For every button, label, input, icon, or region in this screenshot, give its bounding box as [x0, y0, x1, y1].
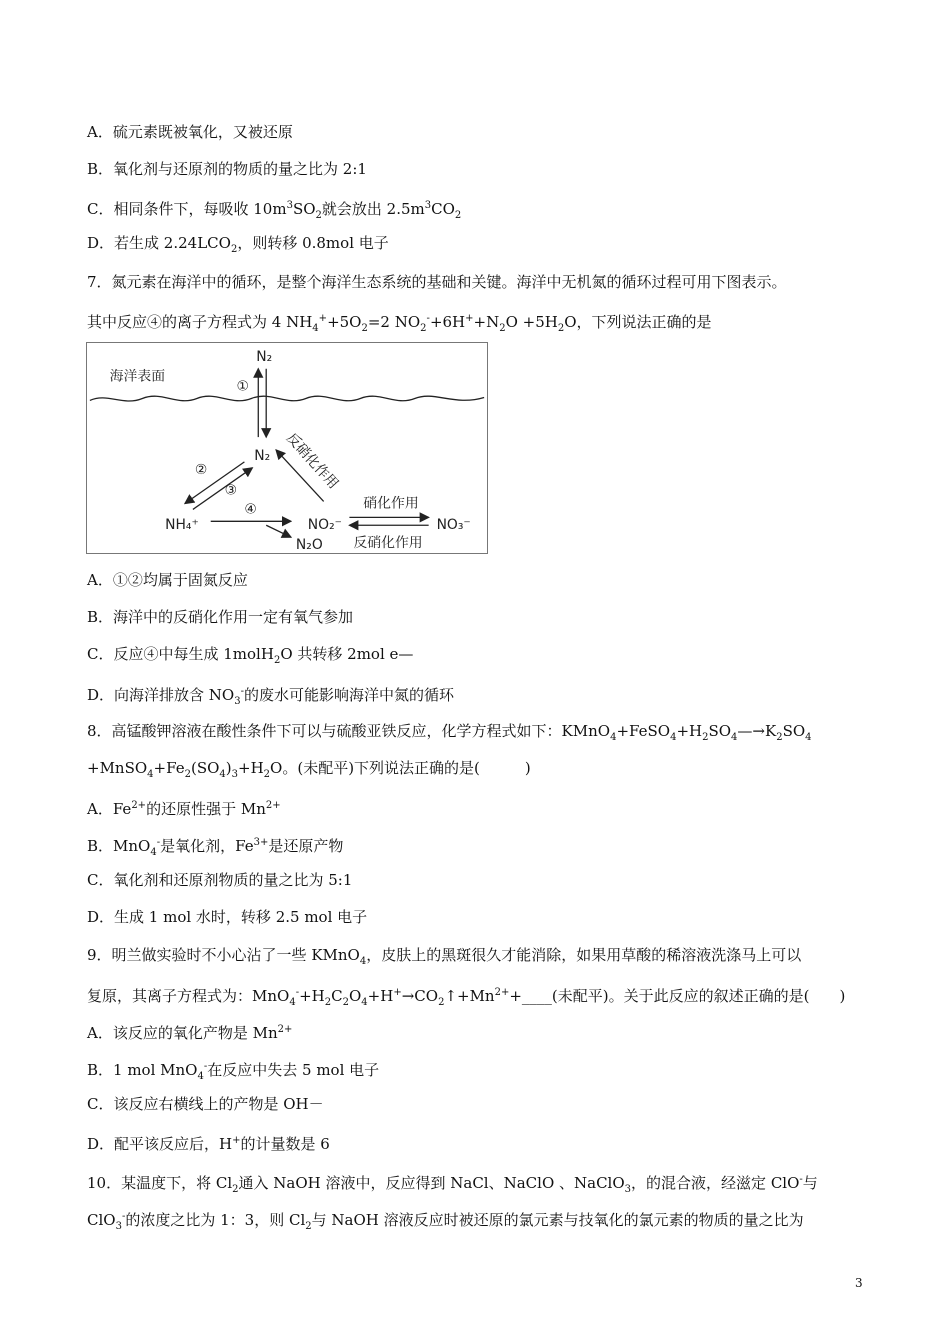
q9-option-a: A．该反应的氧化产物是 $Mn^{2+}$ — [87, 1024, 293, 1042]
q6-option-d: D．若生成 $2.24LCO_2$，则转移 0.8mol 电子 — [87, 234, 389, 255]
q8-stem-line1: 8．高锰酸钾溶液在酸性条件下可以与硫酸亚铁反应，化学方程式如下：$KMnO_4+FeSO_4+H_2SO_4—\to K_2SO_4$ — [87, 722, 812, 743]
q7-option-b: B．海洋中的反硝化作用一定有氧气参加 — [87, 608, 354, 626]
q7-stem-line1: 7．氮元素在海洋中的循环，是整个海洋生态系统的基础和关键。海洋中无机氮的循环过程可用下图表示。 — [87, 273, 787, 291]
n2-dissolved-label: N₂ — [254, 447, 271, 464]
reaction-4-label: ④ — [244, 501, 257, 518]
q9-stem-line2: 复原，其离子方程式为：$MnO_4^-+H_2C_2O_4+H^+\to CO_2↑+Mn^{2+}+\_\_\_\_$(未配平)。关于此反应的叙述正确的是( ) — [87, 987, 846, 1008]
q8-option-d: D．生成 1 mol 水时，转移 2.5 mol 电子 — [87, 908, 368, 926]
q6-option-c: C．相同条件下，每吸收 $10m^3SO_2$就会放出 $2.5m^3CO_2$ — [87, 200, 462, 221]
q10-stem-line1: 10．某温度下，将 $Cl_2$通入 NaOH 溶液中，反应得到 NaCl、NaClO 、NaClO$_3$，的混合液，经滋定 ClO-与 — [87, 1174, 818, 1195]
nh4-label: NH₄⁺ — [165, 517, 199, 534]
q9-option-d: D．配平该反应后，H+的计量数是 6 — [87, 1135, 330, 1153]
q7-stem-line2: 其中反应④的离子方程式为 4 $NH_4^++5O_2=2$ $NO_2^-+6H^++N_2O +5H_2O$，下列说法正确的是 — [87, 313, 712, 334]
q8-option-c: C．氧化剂和还原剂物质的量之比为 5:1 — [87, 871, 353, 889]
q8-stem-line2: $+MnSO_4+Fe_2(SO_4)_3+H_2O$。(未配平)下列说法正确的是( ) — [87, 759, 531, 780]
nitrification-label: 硝化作用 — [363, 495, 419, 512]
q6-option-b: B．氧化剂与还原剂的物质的量之比为 2:1 — [87, 160, 367, 178]
q9-option-c: C．该反应右横线上的产物是 OH－ — [87, 1095, 324, 1113]
q7-option-d: D．向海洋排放含 $NO_3^-$的废水可能影响海洋中氮的循环 — [87, 686, 454, 707]
reaction-1-label: ① — [236, 378, 249, 395]
reaction-3-label: ③ — [224, 482, 238, 499]
q7-option-c: C．反应④中每生成 1molH$_2$O 共转移 2mol e— — [87, 645, 414, 666]
denitrification-diag-label: 反硝化作用 — [283, 430, 342, 493]
q8-option-b: B．MnO$_4$-是氧化剂，$Fe^{3+}$是还原产物 — [87, 837, 344, 858]
reaction-2-label: ② — [194, 461, 208, 478]
arrow-to-n2o — [266, 525, 291, 537]
no2-label: NO₂⁻ — [307, 517, 342, 534]
q6-option-a: A．硫元素既被氧化，又被还原 — [87, 123, 293, 141]
n2-atmosphere-label: N₂ — [256, 348, 273, 365]
q8-option-a: A．$Fe^{2+}$的还原性强于 $Mn^{2+}$ — [87, 800, 281, 818]
q9-stem-line1: 9．明兰做实验时不小心沾了一些 KMnO$_4$，皮肤上的黑斑很久才能消除，如果用草酸的稀溶液洗涤马上可以 — [87, 946, 802, 967]
n2o-label: N₂O — [295, 537, 323, 553]
nitrogen-cycle-diagram — [86, 342, 488, 554]
denitrification-label: 反硝化作用 — [353, 535, 423, 552]
q9-option-b: B．1 mol MnO$_4$-在反应中失去 5 mol 电子 — [87, 1061, 380, 1082]
no3-label: NO₃⁻ — [436, 517, 471, 534]
q10-stem-line2: ClO$_3$-的浓度之比为 1：3，则 $Cl_2$与 NaOH 溶液反应时被还原的氯元素与技氧化的氯元素的物质的量之比为 — [87, 1211, 804, 1232]
q7-option-a: A．①②均属于固氮反应 — [87, 571, 248, 589]
ocean-surface-label: 海洋表面 — [109, 368, 166, 385]
page-number: 3 — [855, 1276, 863, 1290]
